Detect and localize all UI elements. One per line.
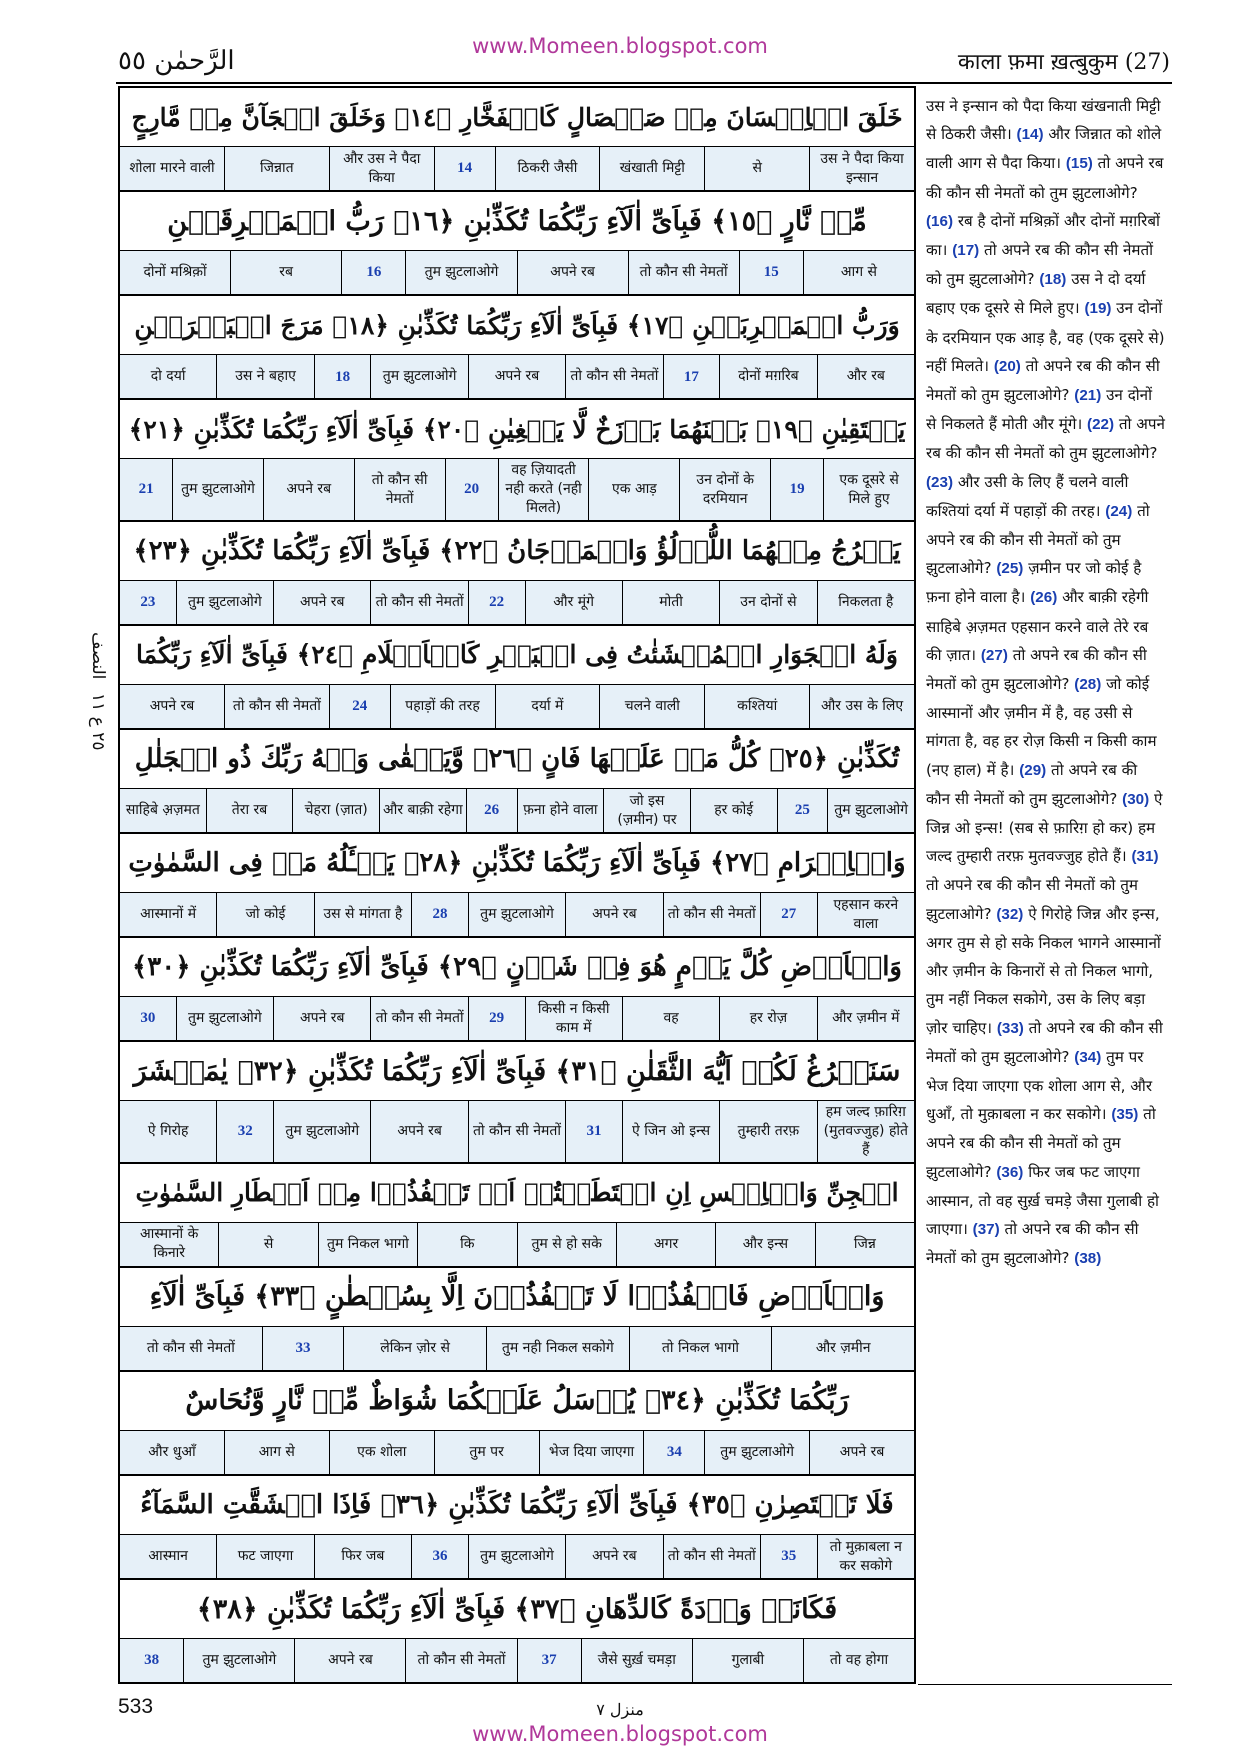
- word-meaning-row: [120, 789, 914, 834]
- word-meaning-cell: और बाक़ी रहेगा: [379, 789, 466, 832]
- word-meaning-cell: तो कौन सी नेमतों: [628, 251, 739, 294]
- word-meaning-cell: गुलाबी: [692, 1639, 803, 1682]
- word-meaning-cell: अगर: [616, 1223, 715, 1266]
- surah-name: الرَّحمٰن ٥٥: [118, 46, 235, 76]
- verse-number-cell: 16: [341, 251, 405, 294]
- translation-verse-number: (29): [1019, 761, 1047, 779]
- arabic-verse-line: الۡجِنِّ وَالۡاِنۡسِ اِنِ اسۡتَطَعۡتُمۡ اَنۡ تَنۡفُذُوۡا مِنۡ اَقۡطَارِ السَّمٰوٰتِ: [120, 1164, 914, 1223]
- verse-number-cell: 18: [314, 355, 371, 398]
- word-meaning-cell: किसी न किसी काम में: [525, 997, 622, 1040]
- word-meaning-cell: तो कौन सी नेमतों: [146, 1339, 235, 1356]
- word-meaning-cell: हम जल्द फ़ारिग़ (मुतवज्जुह) होते हैं: [817, 1101, 914, 1162]
- verse-number-cell: 14: [434, 147, 495, 190]
- word-meaning-cell: जिन्न: [815, 1223, 914, 1266]
- translation-text: और उसी के लिए हैं चलने वाली कश्तियां दर्या में पहाड़ों की तरह।: [926, 472, 1129, 520]
- word-meaning-cell: अपने रब: [149, 698, 195, 714]
- word-meaning-row: [120, 685, 914, 730]
- word-meaning-cell: फिर जब: [314, 1535, 411, 1578]
- word-meaning-cell: तेरा रब: [206, 789, 293, 832]
- translation-verse-number: (20): [993, 357, 1021, 375]
- translation-text: तो अपने रब की कौन सी नेमतों को तुम झुटलाओगे?: [926, 501, 1150, 578]
- word-meaning-cell: तो कौन सी नेमतों: [565, 355, 662, 398]
- word-meaning-cell: तुम झुटलाओगे: [176, 997, 273, 1040]
- translation-text: फिर जब फट जाएगा आस्मान, तो वह सुर्ख़ चमड़े जैसा गुलाबी हो जाएगा।: [926, 1162, 1159, 1238]
- word-meaning-cell: उन दोनों के दरमियान: [679, 459, 770, 520]
- translation-text: तो अपने रब की कौन सी नेमतों को तुम झुटलाओगे?: [926, 1105, 1156, 1181]
- site-url-top: www.Momeen.blogspot.com: [472, 34, 768, 58]
- word-meaning-cell: चेहरा (ज़ात): [292, 789, 379, 832]
- word-meaning-cell: तो मुक़ाबला न कर सकोगे: [817, 1535, 914, 1578]
- word-meaning-row: [120, 1639, 914, 1682]
- site-url-bottom: www.Momeen.blogspot.com: [472, 1722, 768, 1746]
- verse-number-cell: 22: [468, 581, 525, 624]
- word-meaning-cell: उन दोनों से: [719, 581, 816, 624]
- word-meaning-cell: एहसान करने वाला: [817, 893, 914, 936]
- word-meaning-cell: तो कौन सी नेमतों: [370, 997, 467, 1040]
- translation-text: तो अपने रब की कौन सी नेमतों को तुम झुटलाओगे?: [926, 1018, 1163, 1066]
- word-meaning-cell: आग से: [803, 251, 914, 294]
- word-meaning-cell: और ज़मीन में: [817, 997, 914, 1040]
- translation-text: रब है दोनों मश्रिक़ों और दोनों मग़रिबों का।: [926, 211, 1160, 260]
- translation-text: ऐ गिरोहे जिन्न और इन्स, अगर तुम से हो सके निकल भागने आस्मानों और ज़मीन के किनारों से तो निकल भागो, तुम नहीं निकल सकोगे, उस के लिए बड़ा ज़ोर चाहिए।: [926, 904, 1161, 1037]
- word-meaning-cell: फ़ना होने वाला: [517, 789, 604, 832]
- arabic-verse-line: فَلَا تَنۡتَصِرٰنِ ﴿٣٥﴾ فَبِاَىِّ اٰلَآءِ رَبِّكُمَا تُكَذِّبٰنِ ﴿٣٦﴾ فَاِذَا انۡشَقَّتِ السَّمَآءُ: [120, 1476, 914, 1535]
- translation-verse-number: (21): [1074, 387, 1102, 405]
- manzil-label: منزل ٧: [596, 1700, 644, 1719]
- word-meaning-cell: लेकिन ज़ोर से: [343, 1327, 486, 1370]
- word-meaning-cell: और उस ने पैदा किया: [329, 147, 434, 190]
- translation-text: जो कोई आस्मानों और ज़मीन में है, वह उसी से मांगता है, वह हर रोज़ किसी न किसी काम (नए हाल) में है।: [926, 675, 1157, 779]
- verse-number-cell: 15: [739, 251, 803, 294]
- word-meaning-cell: तो निकल भागो: [629, 1327, 772, 1370]
- word-meaning-cell: और रब: [817, 355, 914, 398]
- translation-text: तो अपने रब की कौन सी नेमतों को तुम झुटलाओगे?: [926, 415, 1165, 463]
- word-meaning-cell: तुम पर: [434, 1431, 539, 1474]
- word-meaning-row: [120, 893, 914, 938]
- translation-text: उस ने इन्सान को पैदा किया खंखनाती मिट्टी से ठिकरी जैसी।: [926, 97, 1161, 144]
- word-meaning-cell: अपने रब: [263, 459, 354, 520]
- word-meaning-cell: निकलता है: [817, 581, 914, 624]
- arabic-verse-line: فَكَانَتۡ وَرۡدَةً كَالدِّهَانِ ﴿٣٧﴾ فَبِاَىِّ اٰلَآءِ رَبِّكُمَا تُكَذِّبٰنِ ﴿٣٨﴾: [120, 1580, 914, 1639]
- word-meaning-cell: तो कौन सी नेमतों: [224, 685, 329, 728]
- word-meaning-cell: अपने रब: [468, 355, 565, 398]
- translation-text: तो अपने रब की कौन सी नेमतों को तुम झुटलाओगे?: [926, 760, 1138, 808]
- word-by-word-column: [118, 86, 916, 1684]
- translation-verse-number: (16): [926, 212, 954, 230]
- word-meaning-cell: तो वह होगा: [803, 1639, 914, 1682]
- word-meaning-cell: तो कौन सी नेमतों: [354, 459, 445, 520]
- word-meaning-cell: तुम झुटलाओगे: [176, 581, 273, 624]
- translation-verse-number: (19): [1084, 300, 1112, 318]
- word-meaning-cell: कि: [417, 1223, 516, 1266]
- arabic-verse-line: يَلۡتَقِيٰنِ ﴿١٩﴾ بَيۡنَهُمَا بَرۡزَخٌ لَّا يَبۡغِيٰنِ ﴿٢٠﴾ فَبِاَىِّ اٰلَآءِ رَبِّكُمَا تُكَذِّبٰنِ ﴿٢١﴾: [120, 400, 914, 459]
- word-meaning-cell: से: [218, 1223, 317, 1266]
- word-meaning-cell: आस्मानों के किनारे: [140, 1226, 199, 1262]
- word-meaning-cell: अपने रब: [273, 581, 370, 624]
- word-meaning-cell: तो कौन सी नेमतों: [663, 893, 760, 936]
- translation-text: तुम पर भेज दिया जाएगा एक शोला आग से, और धुआँ, तो मुक़ाबला न कर सकोगे।: [926, 1047, 1153, 1124]
- verse-number-cell: 32: [216, 1101, 273, 1162]
- word-meaning-cell: दो दर्या: [150, 368, 186, 385]
- translation-verse-number: (32): [996, 905, 1024, 923]
- arabic-verse-line: وَالۡاِكۡرَامِ ﴿٢٧﴾ فَبِاَىِّ اٰلَآءِ رَبِّكُمَا تُكَذِّبٰنِ ﴿٢٨﴾ يَسۡـَٔلُهُ مَنۡ فِى السَّمٰوٰتِ: [120, 834, 914, 893]
- translation-text: तो अपने रब की कौन सी नेमतों को तुम झुटलाओगे?: [926, 154, 1164, 202]
- margin-notes: [86, 632, 110, 751]
- translation-verse-number: (28): [1074, 676, 1102, 694]
- arabic-verse-line: وَالۡاَرۡضِ كُلَّ يَوۡمٍ هُوَ فِىۡ شَاۡنٍ ﴿٢٩﴾ فَبِاَىِّ اٰلَآءِ رَبِّكُمَا تُكَذِّبٰنِ ﴿٣٠﴾: [120, 938, 914, 997]
- word-meaning-cell: अपने रब: [565, 893, 662, 936]
- verse-number-cell: 35: [760, 1535, 817, 1578]
- translation-text: उन दोनों के दरमियान एक आड़ है, वह (एक दूसरे से) नहीं मिलते।: [926, 299, 1165, 375]
- translation-verse-number: (23): [926, 473, 954, 491]
- arabic-verse-line: يَخۡرُجُ مِنۡهُمَا اللُّؤۡلُؤُ وَالۡمَرۡجَانُ ﴿٢٢﴾ فَبِاَىِّ اٰلَآءِ رَبِّكُمَا تُكَذِّبٰنِ ﴿٢٣﴾: [120, 522, 914, 581]
- word-meaning-row: [120, 581, 914, 626]
- verse-number-cell: 30: [140, 1010, 156, 1027]
- margin-note-nisf: النصف: [88, 632, 108, 680]
- verse-number-cell: 19: [770, 459, 823, 520]
- translation-verse-number: (24): [1105, 502, 1133, 520]
- word-meaning-cell: एक शोला: [329, 1431, 434, 1474]
- word-meaning-cell: तो कौन सी नेमतों: [405, 1639, 516, 1682]
- translation-text: तो अपने रब की कौन सी नेमतों को तुम झुटलाओगे?: [926, 876, 1139, 923]
- word-meaning-cell: दोनों मश्रिक़ों: [143, 264, 207, 281]
- word-meaning-row: [120, 1535, 914, 1580]
- word-meaning-cell: ऐ जिन ओ इन्स: [622, 1101, 719, 1162]
- word-meaning-cell: अपने रब: [565, 1535, 662, 1578]
- verse-number-cell: 36: [411, 1535, 468, 1578]
- arabic-verse-line: تُكَذِّبٰنِ ﴿٢٥﴾ كُلُّ مَنۡ عَلَيۡهَا فَانٍ ﴿٢٦﴾ وَّيَبۡقٰى وَجۡهُ رَبِّكَ ذُو الۡجَلٰلِ: [120, 730, 914, 789]
- word-meaning-cell: तो कौन सी नेमतों: [370, 581, 467, 624]
- verse-number-cell: 38: [144, 1652, 160, 1669]
- word-meaning-cell: तुम झुटलाओगे: [183, 1639, 294, 1682]
- word-meaning-cell: अपने रब: [294, 1639, 405, 1682]
- translation-verse-number: (35): [1111, 1106, 1139, 1124]
- word-meaning-cell: उस ने पैदा किया इन्सान: [809, 147, 914, 190]
- word-meaning-cell: और इन्स: [715, 1223, 814, 1266]
- verse-number-cell: 26: [466, 789, 517, 832]
- word-meaning-cell: तुम से हो सके: [517, 1223, 616, 1266]
- word-meaning-cell: एक दूसरे से मिले हुए: [823, 459, 914, 520]
- word-meaning-cell: और ज़मीन: [771, 1327, 914, 1370]
- translation-verse-number: (17): [952, 242, 980, 260]
- page-number: 533: [118, 1695, 154, 1718]
- translation-verse-number: (14): [1016, 126, 1044, 144]
- verse-number-cell: 25: [777, 789, 828, 832]
- word-meaning-cell: ठिकरी जैसी: [495, 147, 600, 190]
- word-meaning-cell: आस्मानों में: [140, 906, 197, 923]
- arabic-verse-line: مِّنۡ نَّارٍ ﴿١٥﴾ فَبِاَىِّ اٰلَآءِ رَبِّكُمَا تُكَذِّبٰنِ ﴿١٦﴾ رَبُّ الۡمَشۡرِقَيۡنِ: [120, 192, 914, 251]
- word-meaning-cell: दोनों मग़रिब: [719, 355, 816, 398]
- word-meaning-cell: तुम नही निकल सकोगे: [486, 1327, 629, 1370]
- word-meaning-cell: जो इस (ज़मीन) पर: [603, 789, 690, 832]
- translation-verse-number: (27): [980, 646, 1008, 664]
- word-meaning-cell: तो कौन सी नेमतों: [663, 1535, 760, 1578]
- translation-bottom-rule: [918, 1684, 1172, 1685]
- word-meaning-row: [120, 251, 914, 296]
- word-meaning-row: [120, 147, 914, 192]
- word-meaning-cell: खंखाती मिट्टी: [599, 147, 704, 190]
- word-meaning-cell: तुम झुटलाओगे: [704, 1431, 809, 1474]
- word-meaning-row: [120, 459, 914, 522]
- translation-verse-number: (31): [1131, 848, 1159, 866]
- word-meaning-cell: दर्या में: [495, 685, 600, 728]
- word-meaning-cell: अपने रब: [517, 251, 628, 294]
- arabic-verse-line: وَلَهُ الۡجَوَارِ الۡمُنۡشَئٰتُ فِى الۡبَحۡرِ كَالۡاَعۡلَامِ ﴿٢٤﴾ فَبِاَىِّ اٰلَآءِ رَبِّكُمَا: [120, 626, 914, 685]
- translation-text: तो अपने रब की कौन सी नेमतों को तुम झुटलाओगे?: [926, 356, 1160, 405]
- translation-verse-number: (22): [1087, 416, 1115, 434]
- verse-number-cell: 37: [517, 1639, 581, 1682]
- translation-verse-number: (15): [1065, 155, 1093, 173]
- word-meaning-cell: फट जाएगा: [216, 1535, 313, 1578]
- word-meaning-cell: वह: [622, 997, 719, 1040]
- verse-number-cell: 17: [663, 355, 720, 398]
- word-meaning-cell: तुम झुटलाओगे: [468, 1535, 565, 1578]
- word-meaning-cell: तुम झुटलाओगे: [172, 459, 263, 520]
- translation-verse-number: (18): [1039, 271, 1067, 289]
- translation-text: और बाक़ी रहेगी साहिबे अ़ज़मत एहसान करने वाले तेरे रब की ज़ात।: [926, 588, 1149, 664]
- translation-text: तो अपने रब की कौन सी नेमतों को तुम झुटलाओगे?: [926, 1219, 1139, 1268]
- word-meaning-cell: तुम झुटलाओगे: [405, 251, 516, 294]
- translation-verse-number: (37): [972, 1220, 1000, 1238]
- word-meaning-cell: उस से मांगता है: [314, 893, 411, 936]
- word-meaning-cell: उस ने बहाए: [216, 355, 313, 398]
- word-meaning-cell: और धुआँ: [148, 1444, 196, 1460]
- arabic-verse-line: وَرَبُّ الۡمَغۡرِبَيۡنِ ﴿١٧﴾ فَبِاَىِّ اٰلَآءِ رَبِّكُمَا تُكَذِّبٰنِ ﴿١٨﴾ مَرَجَ الۡبَحۡرَيۡنِ: [120, 296, 914, 355]
- word-meaning-cell: जो कोई: [216, 893, 313, 936]
- arabic-verse-line: سَنَفۡرُغُ لَكُمۡ اَيُّهَ الثَّقَلٰنِ ﴿٣١﴾ فَبِاَىِّ اٰلَآءِ رَبِّكُمَا تُكَذِّبٰنِ ﴿٣٢﴾ يٰمَعۡشَرَ: [120, 1042, 914, 1101]
- word-meaning-row: [120, 1223, 914, 1268]
- verse-number-cell: 21: [138, 481, 154, 498]
- verse-number-cell: 33: [262, 1327, 344, 1370]
- word-meaning-cell: जिन्नात: [224, 147, 329, 190]
- word-meaning-row: [120, 1101, 914, 1164]
- translation-verse-number: (38): [1074, 1250, 1102, 1268]
- word-meaning-row: [120, 1327, 914, 1372]
- word-meaning-cell: आस्मान: [148, 1548, 188, 1565]
- word-meaning-cell: जैसे सुर्ख़ चमड़ा: [581, 1639, 692, 1682]
- word-meaning-cell: एक आड़: [588, 459, 679, 520]
- word-meaning-cell: तुम निकल भागो: [318, 1223, 417, 1266]
- translation-text: उस ने दो दर्या बहाए एक दूसरे से मिले हुए।: [926, 270, 1146, 318]
- verse-number-cell: 34: [643, 1431, 704, 1474]
- word-meaning-cell: तुम झुटलाओगे: [370, 355, 467, 398]
- word-meaning-cell: ऐ गिरोह: [147, 1123, 189, 1140]
- translation-text: तो अपने रब की कौन सी नेमतों को तुम झुटलाओगे?: [926, 645, 1147, 694]
- translation-verse-number: (33): [996, 1019, 1024, 1037]
- word-meaning-cell: तुम झुटलाओगे: [273, 1101, 370, 1162]
- para-name: काला फ़मा ख़त्बुकुम (27): [957, 50, 1170, 75]
- word-meaning-cell: रब: [230, 251, 341, 294]
- translation-verse-number: (30): [1122, 790, 1150, 808]
- word-meaning-cell: तो कौन सी नेमतों: [468, 1101, 565, 1162]
- translation-text: उन दोनों से निकलते हैं मोती और मूंगे।: [926, 386, 1153, 434]
- word-meaning-cell: से: [704, 147, 809, 190]
- translation-text: और जिन्नात को शोले वाली आग से पैदा किया।: [926, 125, 1162, 173]
- translation-verse-number: (26): [1030, 589, 1058, 607]
- word-meaning-cell: तुम्हारी तरफ़: [719, 1101, 816, 1162]
- arabic-verse-line: وَالۡاَرۡضِ فَانۡفُذُوۡا لَا تَنۡفُذُوۡنَ اِلَّا بِسُلۡطٰنٍ ﴿٣٣﴾ فَبِاَىِّ اٰلَآءِ: [120, 1268, 914, 1327]
- word-meaning-cell: अपने रब: [370, 1101, 467, 1162]
- word-meaning-cell: कश्तियां: [704, 685, 809, 728]
- word-meaning-row: [120, 1431, 914, 1476]
- translation-column: [918, 86, 1174, 1684]
- verse-number-cell: 20: [445, 459, 498, 520]
- verse-number-cell: 24: [329, 685, 390, 728]
- arabic-verse-line: خَلَقَ الۡاِنۡسَانَ مِنۡ صَلۡصَالٍ كَالۡفَخَّارِ ﴿١٤﴾ وَخَلَقَ الۡجَآنَّ مِنۡ مَّارِجٍ: [120, 88, 914, 147]
- word-meaning-cell: आग से: [224, 1431, 329, 1474]
- word-meaning-cell: भेज दिया जाएगा: [539, 1431, 644, 1474]
- word-meaning-cell: और उस के लिए: [809, 685, 914, 728]
- word-meaning-cell: मोती: [622, 581, 719, 624]
- word-meaning-row: [120, 997, 914, 1042]
- word-meaning-cell: हर कोई: [690, 789, 777, 832]
- word-meaning-cell: साहिबे अ़ज़मत: [125, 802, 200, 819]
- word-meaning-cell: तुम झुटलाओगे: [468, 893, 565, 936]
- word-meaning-cell: हर रोज़: [719, 997, 816, 1040]
- verse-number-cell: 27: [760, 893, 817, 936]
- translation-text: ज़मीन पर जो कोई है फ़ना होने वाला है।: [926, 559, 1142, 607]
- word-meaning-cell: पहाड़ों की तरह: [390, 685, 495, 728]
- verse-number-cell: 29: [468, 997, 525, 1040]
- translation-verse-number: (25): [996, 560, 1024, 578]
- word-meaning-cell: वह ज़ियादती नही करते (नही मिलते): [498, 459, 589, 520]
- word-meaning-cell: अपने रब: [273, 997, 370, 1040]
- translation-text: ऐ जिन्न ओ इन्स! (सब से फ़ारिग़ हो कर) हम जल्द तुम्हारी तरफ़ मुतवज्जुह होते हैं।: [926, 789, 1163, 866]
- margin-note-ruku: ٢٥ ع ١١: [88, 693, 108, 751]
- word-meaning-cell: तुम झुटलाओगे: [827, 789, 914, 832]
- translation-verse-number: (34): [1074, 1048, 1102, 1066]
- verse-number-cell: 31: [565, 1101, 622, 1162]
- translation-text: तो अपने रब की कौन सी नेमतों को तुम झुटलाओगे?: [926, 241, 1154, 289]
- word-meaning-row: [120, 355, 914, 400]
- word-meaning-cell: चलने वाली: [599, 685, 704, 728]
- word-meaning-cell: और मूंगे: [525, 581, 622, 624]
- translation-verse-number: (36): [996, 1163, 1024, 1181]
- word-meaning-cell: अपने रब: [809, 1431, 914, 1474]
- arabic-verse-line: رَبِّكُمَا تُكَذِّبٰنِ ﴿٣٤﴾ يُرۡسَلُ عَلَيۡكُمَا شُوَاظٌ مِّنۡ نَّارٍ وَّنُحَاسٌ: [120, 1372, 914, 1431]
- word-meaning-cell: शोला मारने वाली: [129, 160, 215, 177]
- header-rule: [116, 82, 1172, 84]
- verse-number-cell: 28: [411, 893, 468, 936]
- verse-number-cell: 23: [140, 594, 156, 611]
